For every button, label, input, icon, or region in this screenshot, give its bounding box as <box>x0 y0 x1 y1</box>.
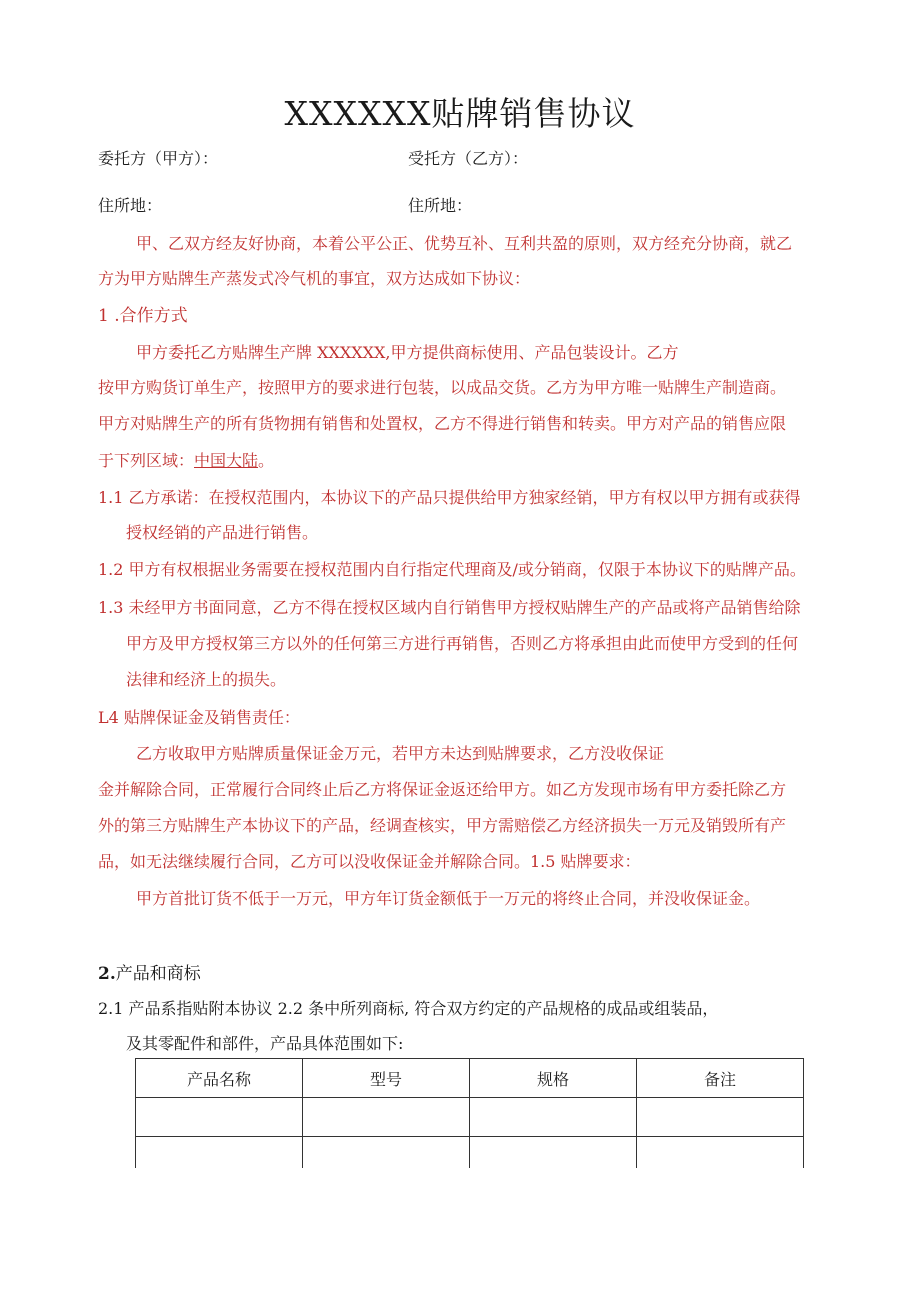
table-header-row <box>136 1059 804 1098</box>
region-prefix: 于下列区域： <box>98 451 195 470</box>
header-spec: 规格 <box>470 1059 637 1098</box>
clause-1-4-heading: L4 贴牌保证金及销售责任： <box>98 708 300 727</box>
clause-1-5-line-1: 甲方首批订货不低于一万元，甲方年订货金额低于一万元的将终止合同，并没收保证金。 <box>136 889 761 908</box>
intro-line-2: 方为甲方贴牌生产蒸发式冷气机的事宜，双方达成如下协议： <box>98 269 531 288</box>
table-cell <box>136 1098 303 1137</box>
section-2-number: 2. <box>98 964 116 984</box>
document-title: XXXXXX贴牌销售协议 <box>284 94 636 133</box>
clause-1-4-line-2: 金并解除合同，正常履行合同终止后乙方将保证金返还给甲方。如乙方发现市场有甲方委托除乙方 <box>98 780 787 799</box>
clause-1-1-line-2: 授权经销的产品进行销售。 <box>126 523 319 542</box>
intro-line-1: 甲、乙双方经友好协商，本着公平公正、优势互补、互利共盈的原则，双方经充分协商，就乙 <box>136 234 793 253</box>
clause-1-3-line-1: 1.3 未经甲方书面同意，乙方不得在授权区域内自行销售甲方授权贴牌生产的产品或将产品销售给除 <box>98 598 801 617</box>
clause-2-1-line-1: 2.1 产品系指贴附本协议 2.2 条中所列商标, 符合双方约定的产品规格的成品或组装品， <box>98 999 719 1018</box>
table-cell <box>470 1098 637 1137</box>
address-a-label: 住所地： <box>98 196 163 215</box>
clause-1-2: 1.2 甲方有权根据业务需要在授权范围内自行指定代理商及/或分销商，仅限于本协议下的贴牌产品。 <box>98 560 806 579</box>
header-product-name: 产品名称 <box>136 1059 303 1098</box>
clause-1-1-line-1: 1.1 乙方承诺：在授权范围内，本协议下的产品只提供给甲方独家经销，甲方有权以甲方拥有或获得 <box>98 488 801 507</box>
clause-2-1-line-2: 及其零配件和部件，产品具体范围如下: <box>126 1034 404 1053</box>
clause-1-4-line-3: 外的第三方贴牌生产本协议下的产品，经调查核实，甲方需赔偿乙方经济损失一万元及销毁所有产 <box>98 816 787 835</box>
table-cell <box>303 1098 470 1137</box>
page-cut-mask <box>130 1168 830 1188</box>
table-cell <box>637 1098 804 1137</box>
clause-1-4-line-4: 品，如无法继续履行合同，乙方可以没收保证金并解除合同。1.5 贴牌要求： <box>98 852 641 871</box>
table-row <box>136 1098 804 1137</box>
region-value: 中国大陆 <box>194 451 259 470</box>
address-b-label: 住所地： <box>408 196 473 215</box>
party-a-label: 委托方（甲方）： <box>98 149 219 168</box>
party-b-label: 受托方（乙方）： <box>408 149 529 168</box>
region-suffix: 。 <box>258 451 275 470</box>
s1-p1-line-4 <box>98 448 274 471</box>
header-remarks: 备注 <box>637 1059 804 1098</box>
section-2-title: 产品和商标 <box>115 964 201 984</box>
header-model: 型号 <box>303 1059 470 1098</box>
section-2-heading <box>98 959 201 984</box>
section-1-heading: 1 .合作方式 <box>98 306 188 326</box>
clause-1-4-line-1: 乙方收取甲方贴牌质量保证金万元，若甲方未达到贴牌要求，乙方没收保证 <box>136 744 665 763</box>
s1-p1-line-1: 甲方委托乙方贴牌生产牌 XXXXXX,甲方提供商标使用、产品包装设计。乙方 <box>136 343 679 362</box>
clause-1-3-line-3: 法律和经济上的损失。 <box>126 670 287 689</box>
product-table <box>135 1058 804 1176</box>
s1-p1-line-2: 按甲方购货订单生产，按照甲方的要求进行包装，以成品交货。乙方为甲方唯一贴牌生产制造商。 <box>98 378 787 397</box>
s1-p1-line-3: 甲方对贴牌生产的所有货物拥有销售和处置权，乙方不得进行销售和转卖。甲方对产品的销售应限 <box>98 414 787 433</box>
clause-1-3-line-2: 甲方及甲方授权第三方以外的任何第三方进行再销售，否则乙方将承担由此而使甲方受到的任何 <box>126 634 799 653</box>
